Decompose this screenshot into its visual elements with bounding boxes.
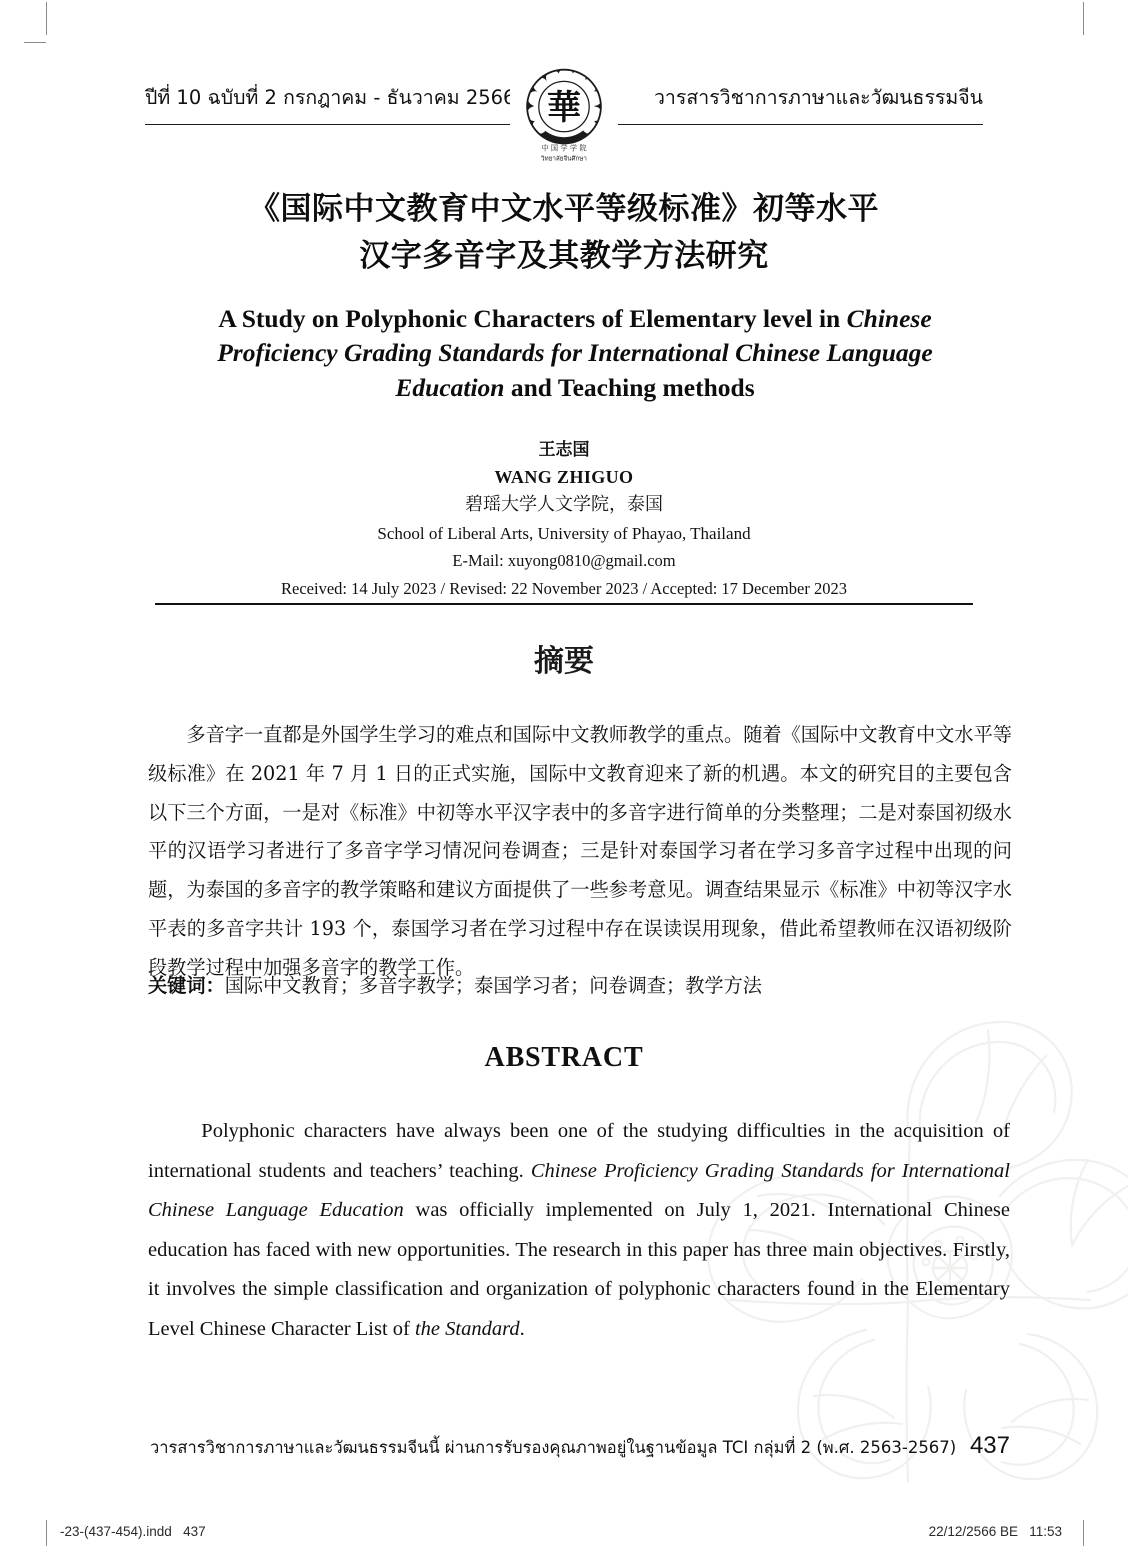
abstract-en-italic-2: the Standard xyxy=(414,1317,520,1340)
title-en-part-1: A Study on Polyphonic Characters of Elementary level in xyxy=(218,304,847,333)
crop-mark-top-left-vertical xyxy=(46,2,47,35)
logo-subtext-cn: 中 国 学 学 院 xyxy=(541,143,587,153)
page-number: 437 xyxy=(969,1432,1010,1459)
print-mark-bar-right xyxy=(1083,1520,1084,1546)
logo-subtext-th: วิทยาลัยจีนศึกษา xyxy=(541,155,587,163)
footer-accreditation-text: วารสารวิชาการภาษาและวัฒนธรรมจีนนี้ ผ่านการรับรองคุณภาพอยู่ในฐานข้อมูล TCI กลุ่มที่ 2 (พ.ศ. 2563-2567) xyxy=(150,1438,957,1457)
author-name-english: WANG ZHIGUO xyxy=(494,466,634,487)
abstract-en-italic-1: Chinese Proficiency Grading Standards for International Chinese Language Education xyxy=(148,1159,1010,1222)
logo-character: 華 xyxy=(546,88,582,129)
print-mark-timestamp: 22/12/2566 BE 11:53 xyxy=(928,1524,1062,1539)
author-name-chinese: 王志国 xyxy=(538,440,590,460)
page-footer xyxy=(150,1432,1010,1461)
page-title-english xyxy=(168,302,982,405)
author-affiliation-chinese: 碧瑶大学人文学院，泰国 xyxy=(465,494,663,516)
submission-dates: Received: 14 July 2023 / Revised: 22 November 2023 / Accepted: 17 December 2023 xyxy=(281,579,847,598)
print-marks-row xyxy=(0,1524,1128,1554)
keywords-label: 关键词： xyxy=(148,974,225,997)
title-cn-line-1: 《国际中文教育中文水平等级标准》初等水平 xyxy=(249,191,879,227)
abstract-heading-chinese: 摘要 xyxy=(534,644,594,679)
author-block xyxy=(0,438,1128,575)
abstract-en-part-3: . xyxy=(519,1317,525,1340)
header-issue-info: ปีที่ 10 ฉบับที่ 2 กรกฎาคม - ธันวาคม 2566 xyxy=(145,86,516,109)
crop-mark-top-left-horizontal xyxy=(24,42,46,43)
abstract-body-chinese: 多音字一直都是外国学生学习的难点和国际中文教师教学的重点。随着《国际中文教育中文水平等级标准》在 2021 年 7 月 1 日的正式实施，国际中文教育迎来了新的机遇。本文的研究目的主要包含以下三个方面，一是对《标准》中初等水平汉字表中的多音字进行简单的分类整理；二是对泰国初级水平的汉语学习者进行了多音字学习情况问卷调查；三是针对泰国学习者在学习多音字过程中出现的问题，为泰国的多音字的教学策略和建议方面提供了一些参考意见。调查结果显示《标准》中初等汉字水平表的多音字共计 193 个，泰国学习者在学习过程中存在误读误用现象，借此希望教师在汉语初级阶段教学过程中加强多音字的教学工作。 xyxy=(148,723,1012,979)
title-en-italic-1: Chinese Proficiency Grading Standards for International Chinese Language Education xyxy=(217,304,933,402)
abstract-en-part-2: was officially implemented on July 1, 2021. International Chinese education has faced with new opportunities. The research in this paper has three main objectives. Firstly, it involves the simple classification and organization of polyphonic characters found in the Elementary Level Chinese Character List of xyxy=(148,1199,1010,1340)
abstract-body-english xyxy=(148,1112,1010,1349)
abstract-en-part-1: Polyphonic characters have always been one of the studying difficulties in the acquisition of international students and teachers’ teaching. xyxy=(148,1120,1010,1182)
dates-divider xyxy=(155,603,973,605)
crop-mark-top-right-vertical xyxy=(1083,2,1084,35)
abstract-heading-english: ABSTRACT xyxy=(484,1042,644,1073)
title-en-part-2: and Teaching methods xyxy=(504,372,755,402)
keywords-value: 国际中文教育；多音字教学；泰国学习者；问卷调查；教学方法 xyxy=(224,974,762,997)
journal-seal-logo-icon xyxy=(510,58,618,166)
page-title-chinese xyxy=(0,186,1128,280)
header-journal-name: วารสารวิชาการภาษาและวัฒนธรรมจีน xyxy=(653,86,983,109)
print-mark-filename: -23-(437-454).indd 437 xyxy=(60,1524,206,1539)
keywords-chinese xyxy=(148,968,1016,1004)
author-email[interactable]: E-Mail: xuyong0810@gmail.com xyxy=(452,551,676,571)
print-mark-bar-left xyxy=(46,1520,47,1546)
title-cn-line-2: 汉字多音字及其教学方法研究 xyxy=(359,238,769,275)
author-affiliation-english: School of Liberal Arts, University of Phayao, Thailand xyxy=(377,524,751,544)
submission-dates-block xyxy=(155,578,973,605)
